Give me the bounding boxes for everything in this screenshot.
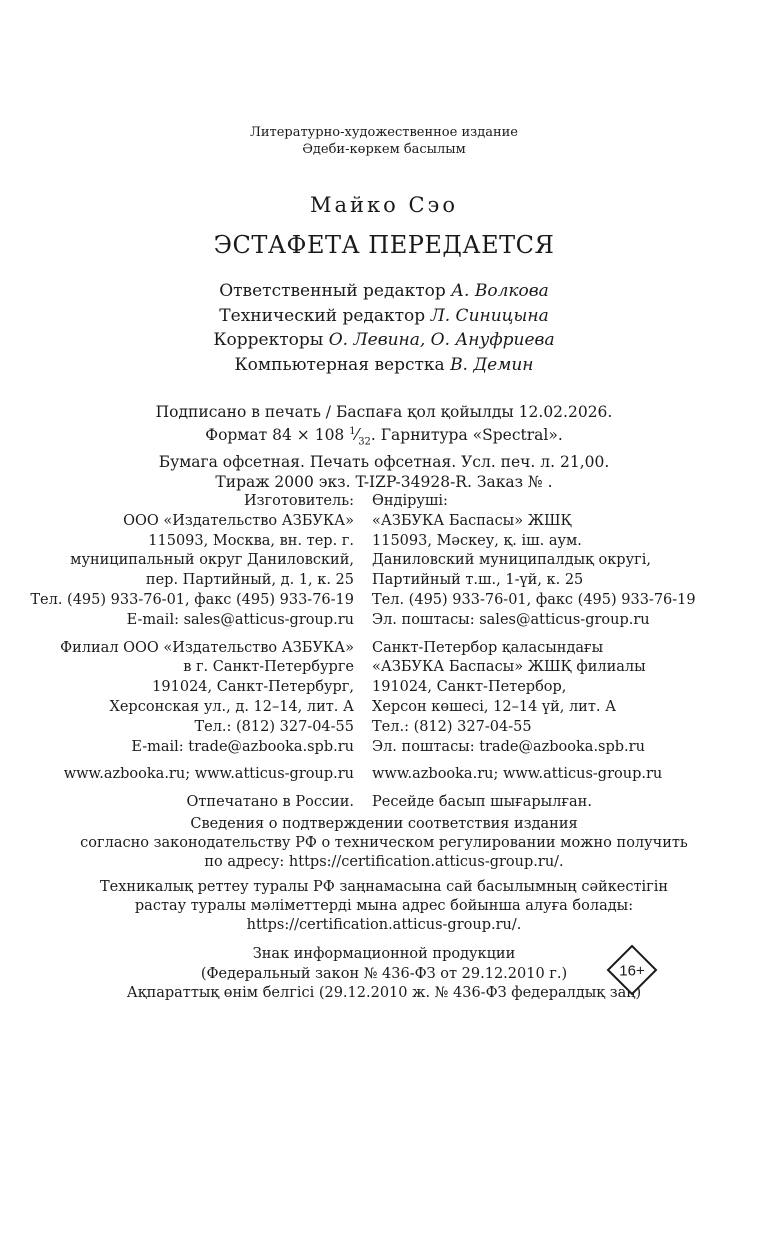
branch-phone: Тел.: (812) 327-04-55 [372, 718, 532, 735]
genre-label [0, 124, 768, 158]
genre-ru: Литературно-художественное издание [250, 125, 518, 140]
author-name: Майко Сэо [310, 193, 458, 217]
credit-line [0, 279, 768, 304]
branch-name: Филиал ООО «Издательство АЗБУКА» [60, 639, 354, 656]
run-line: Тираж 2000 экз. T-IZP-34928-R. Заказ № . [215, 473, 553, 492]
credit-line [0, 353, 768, 378]
manufacturer-address: Даниловский муниципалдық округі, [372, 552, 651, 569]
manufacturer-address: 115093, Мәскеу, қ. іш. аум. [372, 532, 582, 549]
credit-role: Корректоры [213, 330, 324, 350]
manufacturer-email: E-mail: sales@atticus-group.ru [126, 611, 354, 628]
manufacturer-label: Өндіруші: [372, 493, 448, 509]
branch-address: Херсонская ул., д. 12–14, лит. А [109, 698, 354, 715]
printed-in: Отпечатано в России. [186, 794, 354, 811]
credit-person: Л. Синицына [430, 305, 549, 326]
credit-line [0, 304, 768, 329]
credit-role: Компьютерная верстка [234, 354, 445, 375]
manufacturer-name: ООО «Издательство АЗБУКА» [123, 512, 354, 529]
credit-person: О. Левина, О. Ануфриева [328, 330, 555, 350]
print-info [0, 402, 768, 492]
manufacturer-label: Изготовитель: [243, 493, 354, 509]
signed-date: Подписано в печать / Баспаға қол қойылды 12.02.2026. [155, 403, 613, 421]
manufacturer-phone: Тел. (495) 933-76-01, факс (495) 933-76-19 [30, 591, 354, 608]
manufacturer-name: «АЗБУКА Баспасы» ЖШҚ [372, 512, 572, 529]
branch-city: в г. Санкт-Петербурге [183, 659, 354, 676]
branch-name: Санкт-Петербор қаласындағы [372, 639, 604, 656]
publisher-info-kz [372, 492, 696, 813]
credit-person: А. Волкова [451, 281, 549, 301]
genre-kz: Әдеби-көркем басылым [302, 142, 466, 157]
certification-notice-ru: Сведения о подтверждении соответствия издания согласно законодательству РФ о техническом регулировании можно получить по адресу: https://certification.atticus-group.ru/. [80, 816, 688, 870]
certification-notice-kz: Техникалық реттеу туралы РФ заңнамасына сай басылымның сәйкестігін растау туралы мәліметтерді мына адрес бойынша алуға болады: https://certification.atticus-group.ru/. [99, 879, 669, 933]
credit-role: Технический редактор [219, 305, 426, 326]
branch-address: 191024, Санкт-Петербор, [372, 679, 567, 696]
age-rating-label: 16+ [619, 962, 645, 980]
branch-address: 191024, Санкт-Петербург, [152, 679, 354, 696]
info-product-mark: Знак информационной продукции (Федеральный закон № 436-ФЗ от 29.12.2010 г.) Ақпараттық өнім белгісі (29.12.2010 ж. № 436-ФЗ федералдық заң) [126, 946, 642, 1001]
manufacturer-phone: Тел. (495) 933-76-01, факс (495) 933-76-19 [372, 591, 696, 608]
manufacturer-address: пер. Партийный, д. 1, к. 25 [145, 572, 354, 589]
branch-address: Херсон көшесі, 12–14 үй, лит. А [372, 698, 617, 715]
age-rating-icon [606, 944, 658, 996]
websites: www.azbooka.ru; www.atticus-group.ru [63, 766, 354, 783]
paper-line: Бумага офсетная. Печать офсетная. Усл. печ. л. 21,00. [158, 453, 610, 472]
manufacturer-address: Партийный т.ш., 1-үй, к. 25 [372, 572, 584, 589]
branch-email: E-mail: trade@azbooka.spb.ru [131, 738, 354, 755]
branch-email: Эл. поштасы: trade@azbooka.spb.ru [372, 738, 645, 755]
credit-person: В. Демин [450, 354, 534, 375]
branch-phone: Тел.: (812) 327-04-55 [194, 718, 354, 735]
credit-role: Ответственный редактор [219, 281, 446, 301]
printed-in: Ресейде басып шығарылған. [372, 794, 592, 811]
manufacturer-address: муниципальный округ Даниловский, [70, 552, 354, 569]
format-line: Формат 84 × 108 $^1⁄_{32}$. Гарнитура «Spectral». [205, 426, 563, 448]
publisher-info-ru [30, 492, 354, 813]
credits-block [0, 279, 768, 377]
manufacturer-email: Эл. поштасы: sales@atticus-group.ru [372, 611, 650, 628]
book-title: ЭСТАФЕТА ПЕРЕДАЕТСЯ [213, 231, 555, 259]
manufacturer-address: 115093, Москва, вн. тер. г. [148, 532, 354, 549]
branch-city: «АЗБУКА Баспасы» ЖШҚ филиалы [372, 659, 646, 676]
credit-line [0, 328, 768, 353]
websites: www.azbooka.ru; www.atticus-group.ru [372, 766, 663, 783]
